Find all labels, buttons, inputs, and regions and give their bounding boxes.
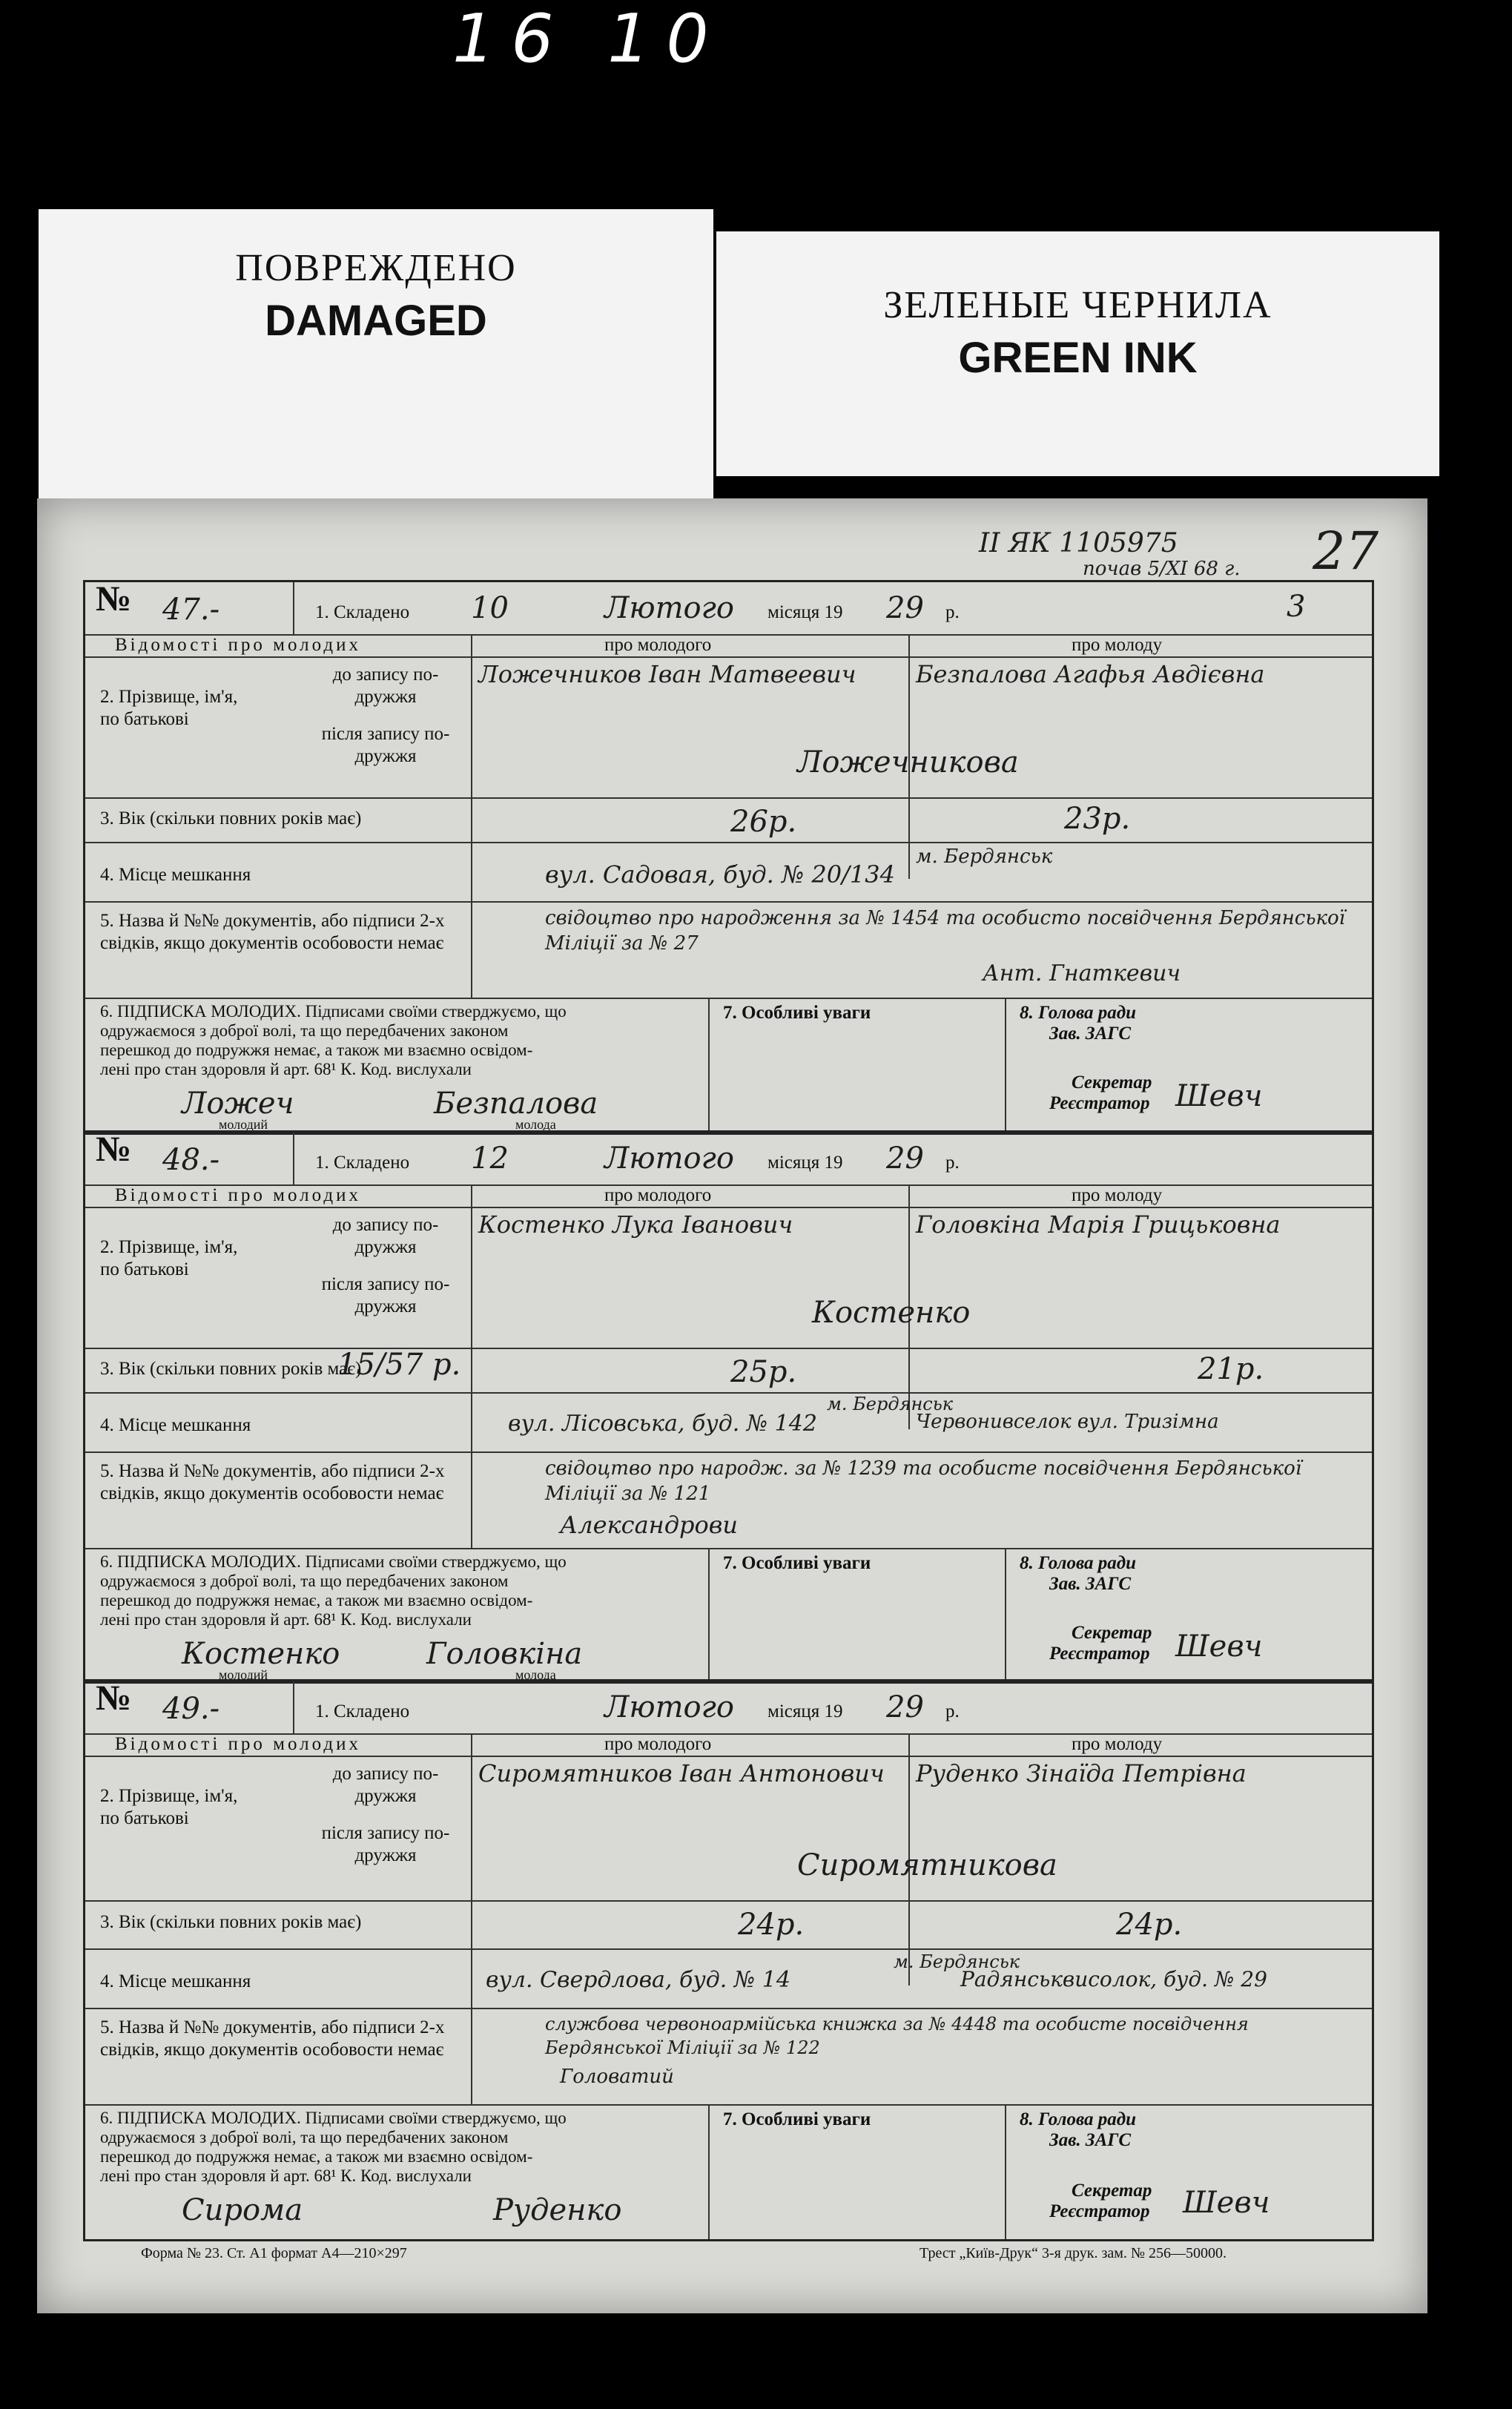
before-label: до запису по- дружжя [332,1215,439,1257]
record-number: 47.- [162,593,220,627]
age-label: 3. Вік (скільки повних років має) [100,1912,362,1932]
groom-name: Костенко Лука Іванович [478,1210,793,1239]
name-label: 2. Прізвище, ім'я, по батькові [100,687,238,729]
divider [293,1681,294,1733]
bride-name: Руденко Зінаїда Петрівна [916,1759,1247,1787]
month-label: місяця 19 [767,602,843,622]
record-number: 49.- [162,1692,220,1726]
month-label: місяця 19 [767,1153,843,1173]
age-note: 15/57 р. [337,1348,461,1382]
bride-signature: Руденко [493,2193,622,2227]
record-48 [83,1130,1374,1684]
residence-bride: Радянськвисолок, буд. № 29 [960,1967,1267,1991]
page-number: 27 [1313,521,1379,581]
groom-sig-label: молодий [219,1117,268,1132]
groom-signature: Ложеч [182,1087,294,1121]
bride-name: Безпалова Агафья Авдієвна [916,660,1265,688]
after-label: після запису по- дружжя [321,1274,450,1316]
age-row [85,1900,1372,1902]
head-label: 8. Голова ради [1020,1553,1137,1573]
before-label: до запису по- дружжя [332,1764,439,1806]
residence-label: 4. Місце мешкання [100,1971,251,1991]
groom-name: Сиромятников Іван Антонович [478,1759,885,1787]
ink-card [716,231,1439,476]
ink-ru: ЗЕЛЕНЫЕ ЧЕРНИЛА [883,284,1272,326]
after-name: Ложечникова [797,745,1019,780]
year-suffix: р. [945,1701,960,1721]
pledge-label: 6. ПІДПИСКА МОЛОДИХ. Підписами своїми стверджуємо, що одружаємося з доброї волі, та що передбачених законом перешкод до подружжя немає, а також ми взаємно освідом- лені про стан здоровля й арт. 68¹ К. Код. вислухали [100,2109,567,2185]
divider [1005,2104,1006,2239]
footer-print: Трест „Київ-Друк“ 3-я друк. зам. № 256—50000. [920,2245,1227,2261]
docs-label: 5. Назва й №№ документів, або підписи 2-х свідків, якщо документів особовости немає [100,1461,445,1503]
divider [293,582,294,634]
groom-signature: Сирома [182,2193,303,2227]
name-label: 2. Прізвище, ім'я, по батькові [100,1786,238,1828]
notes-label: 7. Особливі уваги [723,1003,871,1023]
divider [471,634,472,998]
zags-label: Зав. ЗАГС [1049,2130,1132,2150]
sign-row [85,998,1372,999]
city: м. Бердянськ [827,1394,954,1414]
ink-en: GREEN INK [958,334,1198,382]
damaged-card [39,209,713,506]
name-label: 2. Прізвище, ім'я, по батькові [100,1237,238,1279]
sign-row [85,2104,1372,2106]
sheet-number: 16 10 [452,0,725,78]
divider [293,1133,294,1184]
corner-number: 3 [1287,590,1306,624]
composed-year: 29 [886,1141,924,1176]
residence-bride: Червонивселок вул. Тризімна [916,1411,1219,1433]
year-suffix: р. [945,602,960,622]
groom-age: 24р. [738,1908,805,1942]
registrar-signature: Шевч [1175,1629,1263,1664]
secretary-label: Секретар [1072,1072,1152,1093]
divider [708,2104,710,2239]
pledge-label: 6. ПІДПИСКА МОЛОДИХ. Підписами своїми стверджуємо, що одружаємося з доброї волі, та що передбачених законом перешкод до подружжя немає, а також ми взаємно освідом- лені про стан здоровля й арт. 68¹ К. Код. вислухали [100,1552,567,1629]
bride-signature: Безпалова [434,1087,598,1121]
divider [1005,1548,1006,1681]
damaged-en: DAMAGED [265,297,487,345]
archive-stamp-date: почав 5/XI 68 г. [1083,558,1241,580]
composed-month: Лютого [604,591,734,625]
composed-day: 10 [471,591,509,625]
bride-age: 24р. [1116,1908,1183,1942]
residence-row [85,1392,1372,1394]
record-no-label: № [96,579,132,619]
name-row [85,1207,1372,1208]
bride-header: про молоду [1072,1185,1163,1205]
record-no-label: № [96,1678,132,1718]
after-label: після запису по- дружжя [321,724,450,766]
residence-row [85,1948,1372,1950]
registrar-label: Реєстратор [1049,1644,1150,1664]
city: м. Бердянськ [894,1951,1020,1972]
bride-signature: Головкіна [426,1637,583,1671]
head-label: 8. Голова ради [1020,1003,1137,1023]
divider [708,998,710,1133]
composed-year: 29 [886,1690,924,1724]
composed-day: 12 [471,1141,509,1176]
notes-label: 7. Особливі уваги [723,2109,871,2129]
composed-year: 29 [886,591,924,625]
secretary-label: Секретар [1072,2181,1152,2201]
after-name: Сиромятникова [797,1848,1057,1882]
composed-label: 1. Складено [315,602,410,622]
composed-month: Лютого [604,1141,734,1176]
witness: Ант. Гнаткевич [983,960,1181,986]
witness: Головатий [560,2066,674,2088]
divider [1005,998,1006,1133]
age-row [85,797,1372,799]
before-label: до запису по- дружжя [332,665,439,707]
docs: свідоцтво про народж. за № 1239 та особисте посвідчення Бердянської Міліції за № 121 [545,1457,1302,1505]
groom-signature: Костенко [182,1637,340,1671]
month-label: місяця 19 [767,1701,843,1721]
composed-label: 1. Складено [315,1701,410,1721]
age-label: 3. Вік (скільки повних років має) [100,808,362,828]
zags-label: Зав. ЗАГС [1049,1574,1132,1594]
name-row [85,1756,1372,1757]
composed-label: 1. Складено [315,1153,410,1173]
archive-stamp: ІІ ЯК 1105975 [979,528,1178,558]
pledge-label: 6. ПІДПИСКА МОЛОДИХ. Підписами своїми стверджуємо, що одружаємося з доброї волі, та що передбачених законом перешкод до подружжя немає, а також ми взаємно освідом- лені про стан здоровля й арт. 68¹ К. Код. вислухали [100,1002,567,1078]
groom-header: про молодого [604,1734,712,1754]
secretary-label: Секретар [1072,1623,1152,1643]
sign-row [85,1548,1372,1549]
groom-name: Ложечников Іван Матвеевич [478,660,856,688]
notes-label: 7. Особливі уваги [723,1553,871,1573]
bride-header: про молоду [1072,1734,1163,1754]
after-name: Костенко [812,1296,971,1330]
residence: вул. Лісовська, буд. № 142 [508,1411,817,1437]
record-49 [83,1679,1374,2241]
groom-age: 26р. [730,805,797,839]
year-suffix: р. [945,1153,960,1173]
residence: вул. Садовая, буд. № 20/134 [545,860,895,889]
info-header: Відомості про молодих [115,1185,361,1205]
registrar-label: Реєстратор [1049,1093,1150,1113]
registrar-label: Реєстратор [1049,2201,1150,2221]
groom-header: про молодого [604,635,712,655]
bride-age: 23р. [1064,802,1131,836]
divider [471,1733,472,2104]
head-label: 8. Голова ради [1020,2109,1137,2129]
registrar-signature: Шевч [1175,1079,1263,1113]
groom-sig-label: молодий [219,1667,268,1682]
name-row [85,656,1372,658]
bride-age: 21р. [1198,1352,1264,1386]
docs: службова червоноармійська книжка за № 4448 та особисте посвідчення Бердянської Міліції за № 122 [545,2014,1249,2058]
after-label: після запису по- дружжя [321,1823,450,1865]
age-label: 3. Вік (скільки повних років має) [100,1359,362,1379]
composed-month: Лютого [604,1690,734,1724]
docs-row [85,2008,1372,2009]
footer-form: Форма № 23. Ст. А1 формат А4—210×297 [141,2245,407,2261]
damaged-ru: ПОВРЕЖДЕНО [235,247,517,289]
registrar-signature: Шевч [1183,2186,1270,2220]
bride-sig-label: молода [515,1117,556,1132]
docs-row [85,1451,1372,1453]
divider [471,1184,472,1548]
city: м. Бердянськ [916,846,1053,868]
record-47 [83,580,1374,1135]
docs: свідоцтво про народження за № 1454 та особисто посвідчення Бердянської Міліції за № 27 [545,907,1345,955]
bride-name: Головкіна Марія Грицьковна [916,1210,1281,1239]
residence: вул. Свердлова, буд. № 14 [486,1967,790,1993]
info-header: Відомості про молодих [115,1734,361,1754]
bride-header: про молоду [1072,635,1163,655]
groom-header: про молодого [604,1185,712,1205]
docs-row [85,901,1372,903]
register-page [37,498,1427,2313]
residence-label: 4. Місце мешкання [100,865,251,885]
info-header: Відомості про молодих [115,635,361,655]
residence-label: 4. Місце мешкання [100,1415,251,1435]
zags-label: Зав. ЗАГС [1049,1024,1132,1044]
groom-age: 25р. [730,1355,797,1389]
residence-row [85,842,1372,843]
docs-label: 5. Назва й №№ документів, або підписи 2-х свідків, якщо документів особовости немає [100,2017,445,2060]
bride-sig-label: молода [515,1667,556,1682]
record-number: 48.- [162,1143,220,1177]
age-row [85,1348,1372,1349]
record-no-label: № [96,1130,132,1169]
docs-label: 5. Назва й №№ документів, або підписи 2-х свідків, якщо документів особовости немає [100,911,445,953]
divider [708,1548,710,1681]
witness: Александрови [560,1511,738,1539]
